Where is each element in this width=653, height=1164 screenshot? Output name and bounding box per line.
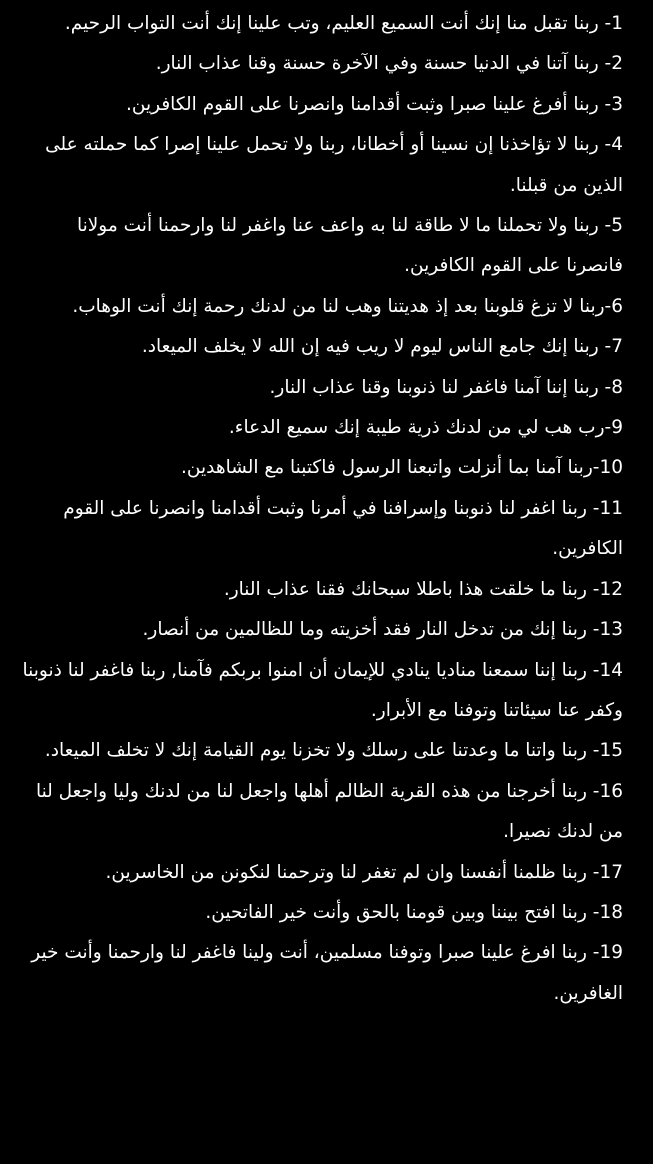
dua-item-1: 1- ربنا تقبل منا إنك أنت السميع العليم، وتب علينا إنك أنت التواب الرحيم. xyxy=(64,13,623,34)
dua-item-6: 6-ربنا لا تزغ قلوبنا بعد إذ هديتنا وهب لنا من لدنك رحمة إنك أنت الوهاب. xyxy=(72,295,623,317)
dua-item-5: 5- ربنا ولا تحملنا ما لا طاقة لنا به واعف عنا واغفر لنا وارحمنا أنت مولانا فانصرنا على القوم الكافرين. xyxy=(76,215,623,277)
dua-item-15: 15- ربنا واتنا ما وعدتنا على رسلك ولا تخزنا يوم القيامة إنك لا تخلف الميعاد. xyxy=(44,740,623,762)
dua-item-10: 10-ربنا آمنا بما أنزلت واتبعنا الرسول فاكتبنا مع الشاهدين. xyxy=(181,457,623,479)
dua-item-3: 3- ربنا أفرغ علينا صبرا وثبت أقدامنا وانصرنا على القوم الكافرين. xyxy=(126,93,623,115)
dua-item-18: 18- ربنا افتح بيننا وبين قومنا بالحق وأنت خير الفاتحين. xyxy=(205,901,623,923)
dua-list xyxy=(17,4,623,1014)
dua-item-4: 4- ربنا لا تؤاخذنا إن نسينا أو أخطانا، ربنا ولا تحمل علينا إصرا كما حملته على الذين من قبلنا. xyxy=(45,134,623,196)
dua-item-9: 9-رب هب لي من لدنك ذرية طيبة إنك سميع الدعاء. xyxy=(228,417,623,439)
dua-item-16: 16- ربنا أخرجنا من هذه القرية الظالم أهلها واجعل لنا من لدنك وليا واجعل لنا من لدنك نصيرا. xyxy=(35,780,623,843)
dua-item-8: 8- ربنا إننا آمنا فاغفر لنا ذنوبنا وقنا عذاب النار. xyxy=(269,376,623,398)
dua-item-7: 7- ربنا إنك جامع الناس ليوم لا ريب فيه إن الله لا يخلف الميعاد. xyxy=(141,336,623,358)
dua-item-13: 13- ربنا إنك من تدخل النار فقد أخزيته وما للظالمين من أنصار. xyxy=(142,619,623,641)
dua-item-19: 19- ربنا افرغ علينا صبرا وتوفنا مسلمين، أنت ولينا فاغفر لنا وارحمنا وأنت خير الغافرين. xyxy=(31,942,623,1004)
dua-item-14: 14- ربنا إننا سمعنا مناديا ينادي للإيمان أن امنوا بربكم فآمنا, ربنا فاغفر لنا ذنوبنا وكفر عنا سيئاتنا وتوفنا مع الأبرار. xyxy=(22,659,623,721)
dua-item-2: 2- ربنا آتنا في الدنيا حسنة وفي الآخرة حسنة وقنا عذاب النار. xyxy=(155,53,623,75)
dua-item-12: 12- ربنا ما خلقت هذا باطلا سبحانك فقنا عذاب النار. xyxy=(223,578,623,600)
dua-item-17: 17- ربنا ظلمنا أنفسنا وان لم تغفر لنا وترحمنا لنكونن من الخاسرين. xyxy=(105,861,623,883)
dua-item-11: 11- ربنا اغفر لنا ذنوبنا وإسرافنا في أمرنا وثبت أقدامنا وانصرنا على القوم الكافرين. xyxy=(63,497,623,560)
